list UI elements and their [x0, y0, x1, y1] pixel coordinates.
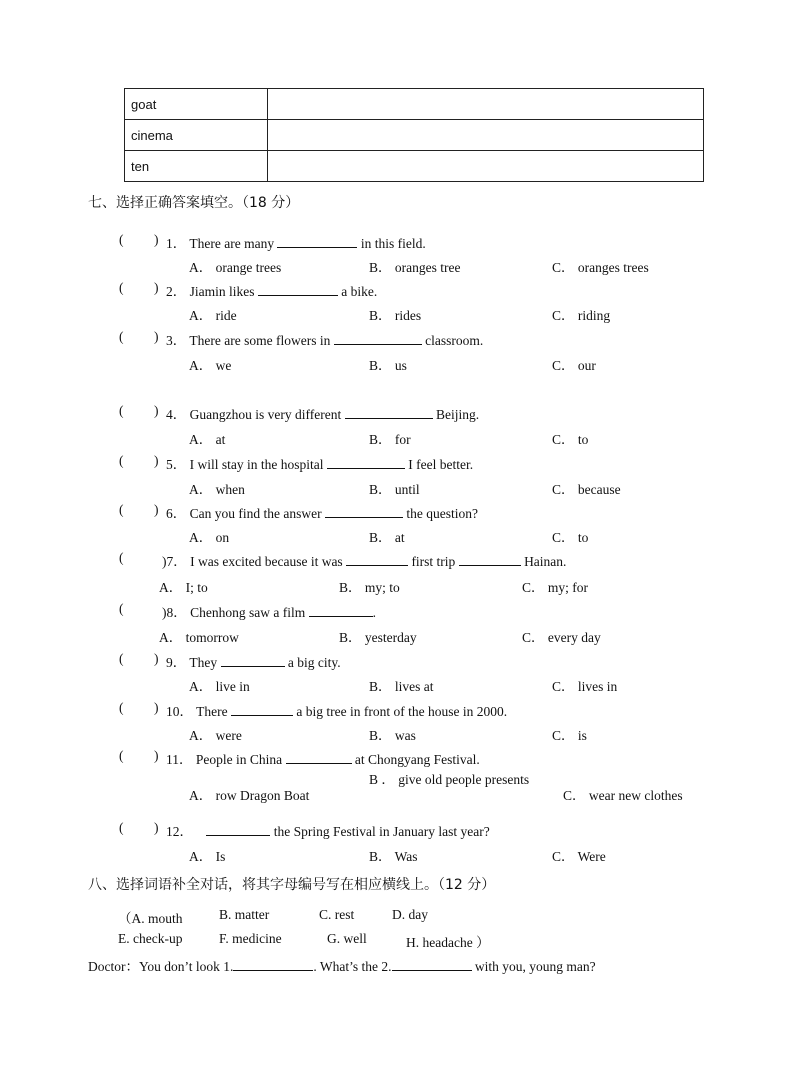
option-a: A． ride: [189, 308, 237, 323]
option-c: C． lives in: [552, 679, 618, 694]
answer-paren-open: (: [119, 329, 124, 344]
answer-blank[interactable]: [277, 235, 357, 248]
question-text: There are many: [189, 236, 275, 251]
question-number: 12．: [166, 824, 193, 839]
option-b: B． rides: [369, 308, 422, 323]
answer-paren-close: ): [154, 820, 159, 835]
question-number: 4．: [166, 407, 187, 422]
option-b: B ． give old people presents: [369, 772, 530, 787]
answer-blank[interactable]: [286, 751, 352, 764]
question-text: at Chongyang Festival.: [354, 752, 480, 767]
answer-paren-open: (: [119, 700, 124, 715]
table-word: cinema: [125, 120, 268, 151]
question-text: .: [372, 605, 376, 620]
question-text: a big city.: [287, 655, 341, 670]
vocab-table: [124, 88, 704, 182]
option-b: B． was: [369, 728, 416, 743]
answer-cell[interactable]: [268, 151, 704, 182]
option-b: B． us: [369, 358, 407, 373]
question-text: Chenhong saw a film: [190, 605, 306, 620]
option-c: C． oranges trees: [552, 260, 649, 275]
option-a: A． when: [189, 482, 245, 497]
question-line: [166, 453, 473, 473]
section-8-title: 八、选择词语补全对话，将其字母编号写在相应横线上。（12 分）: [88, 877, 496, 893]
question-line: [166, 820, 490, 840]
word-bank-item: B. matter: [219, 907, 270, 922]
question-number: 11．: [166, 752, 193, 767]
question-text: a bike.: [341, 284, 378, 299]
option-c: C． our: [552, 358, 596, 373]
option-b: B． my; to: [339, 580, 400, 595]
answer-cell[interactable]: [268, 120, 704, 151]
answer-blank[interactable]: [334, 332, 422, 345]
question-text: I was excited because it was: [190, 554, 343, 569]
question-text: People in China: [195, 752, 283, 767]
question-text: first trip: [411, 554, 456, 569]
question-text: a big tree in front of the house in 2000.: [296, 704, 508, 719]
answer-paren-open: (: [119, 453, 124, 468]
option-b: B． for: [369, 432, 411, 447]
question-number: 10．: [166, 704, 193, 719]
answer-blank[interactable]: [327, 456, 405, 469]
option-c: C． my; for: [522, 580, 588, 595]
question-text: Can you find the answer: [189, 506, 322, 521]
dialogue-text: You don’t look 1.: [139, 959, 234, 974]
option-b: B． at: [369, 530, 405, 545]
question-text: Beijing.: [435, 407, 480, 422]
word-bank-item: D. day: [392, 907, 428, 922]
table-word: goat: [125, 89, 268, 120]
option-b: B． until: [369, 482, 420, 497]
answer-paren-open: (: [119, 651, 124, 666]
speaker-label: Doctor：: [88, 959, 139, 974]
answer-blank[interactable]: [346, 553, 408, 566]
option-a: A． we: [189, 358, 232, 373]
question-text: Hainan.: [524, 554, 567, 569]
question-text: There are some flowers in: [189, 333, 331, 348]
option-a: A． at: [189, 432, 226, 447]
answer-blank[interactable]: [325, 505, 403, 518]
answer-blank[interactable]: [459, 553, 521, 566]
question-text: I will stay in the hospital: [189, 457, 324, 472]
answer-paren-open: (: [119, 550, 124, 565]
answer-paren-open: (: [119, 748, 124, 763]
option-b: B． yesterday: [339, 630, 417, 645]
question-text: They: [189, 655, 218, 670]
answer-blank[interactable]: [206, 823, 270, 836]
option-b: B． lives at: [369, 679, 434, 694]
question-text: the question?: [406, 506, 478, 521]
question-line: [166, 700, 507, 720]
table-row: [125, 151, 704, 182]
option-c: C． every day: [522, 630, 601, 645]
option-a: A． were: [189, 728, 242, 743]
dialogue-text: with you, young man?: [474, 959, 596, 974]
answer-cell[interactable]: [268, 89, 704, 120]
option-a: A． I; to: [159, 580, 208, 595]
question-number: 6．: [166, 506, 187, 521]
option-c: C． to: [552, 530, 589, 545]
answer-paren-close: ): [154, 329, 159, 344]
question-text: in this field.: [360, 236, 426, 251]
answer-blank[interactable]: [233, 958, 313, 971]
question-text: There: [196, 704, 228, 719]
option-a: A． orange trees: [189, 260, 282, 275]
question-number: 3．: [166, 333, 187, 348]
answer-paren-open: (: [119, 502, 124, 517]
option-a: A． Is: [189, 849, 226, 864]
word-bank-item: H. headache ）: [406, 935, 490, 950]
question-line: [166, 502, 478, 522]
option-b: B． Was: [369, 849, 418, 864]
table-word: ten: [125, 151, 268, 182]
word-bank-item: C. rest: [319, 907, 355, 922]
answer-paren-close: ): [154, 700, 159, 715]
question-line: [162, 601, 376, 621]
answer-paren-open: (: [119, 601, 124, 616]
answer-paren-close: ): [154, 502, 159, 517]
answer-paren-open: (: [119, 820, 124, 835]
table-row: [125, 89, 704, 120]
option-a: A． tomorrow: [159, 630, 239, 645]
word-bank-item: （A. mouth: [118, 911, 183, 926]
answer-blank[interactable]: [345, 406, 433, 419]
option-c: C． to: [552, 432, 589, 447]
section-7-title: 七、选择正确答案填空。（18 分）: [88, 195, 300, 211]
option-a: A． on: [189, 530, 230, 545]
option-a: A． row Dragon Boat: [189, 788, 310, 803]
answer-paren-close: ): [154, 748, 159, 763]
word-bank-item: F. medicine: [219, 931, 282, 946]
option-a: A． live in: [189, 679, 250, 694]
answer-blank[interactable]: [258, 283, 338, 296]
question-line: [166, 403, 479, 423]
question-text: Jiamin likes: [189, 284, 255, 299]
question-line: [166, 280, 377, 300]
question-text: the Spring Festival in January last year?: [273, 824, 490, 839]
question-number: 2．: [166, 284, 187, 299]
question-number: 1．: [166, 236, 187, 251]
word-bank-item: G. well: [327, 931, 367, 946]
question-line: [162, 550, 566, 570]
question-number: 9．: [166, 655, 187, 670]
answer-blank[interactable]: [309, 604, 373, 617]
question-number: )8．: [162, 605, 187, 620]
option-c: C． wear new clothes: [563, 788, 683, 803]
question-line: [166, 232, 426, 252]
question-number: 5．: [166, 457, 187, 472]
answer-blank[interactable]: [231, 703, 293, 716]
answer-paren-close: ): [154, 403, 159, 418]
option-c: C． is: [552, 728, 587, 743]
option-c: C． because: [552, 482, 621, 497]
option-c: C． Were: [552, 849, 606, 864]
answer-paren-close: ): [154, 651, 159, 666]
question-text: Guangzhou is very different: [189, 407, 342, 422]
question-text: classroom.: [425, 333, 484, 348]
answer-blank[interactable]: [392, 958, 472, 971]
dialogue-text: . What’s the 2.: [313, 959, 392, 974]
question-text: I feel better.: [408, 457, 474, 472]
dialogue-line: [88, 955, 596, 975]
question-line: [166, 651, 341, 671]
answer-blank[interactable]: [221, 654, 285, 667]
question-line: [166, 748, 480, 768]
answer-paren-open: (: [119, 232, 124, 247]
answer-paren-close: ): [154, 453, 159, 468]
word-bank-item: E. check-up: [118, 931, 183, 946]
answer-paren-open: (: [119, 280, 124, 295]
question-number: )7．: [162, 554, 187, 569]
option-b: B． oranges tree: [369, 260, 461, 275]
answer-paren-close: ): [154, 232, 159, 247]
answer-paren-close: ): [154, 280, 159, 295]
table-row: [125, 120, 704, 151]
answer-paren-open: (: [119, 403, 124, 418]
question-line: [166, 329, 483, 349]
option-c: C． riding: [552, 308, 611, 323]
